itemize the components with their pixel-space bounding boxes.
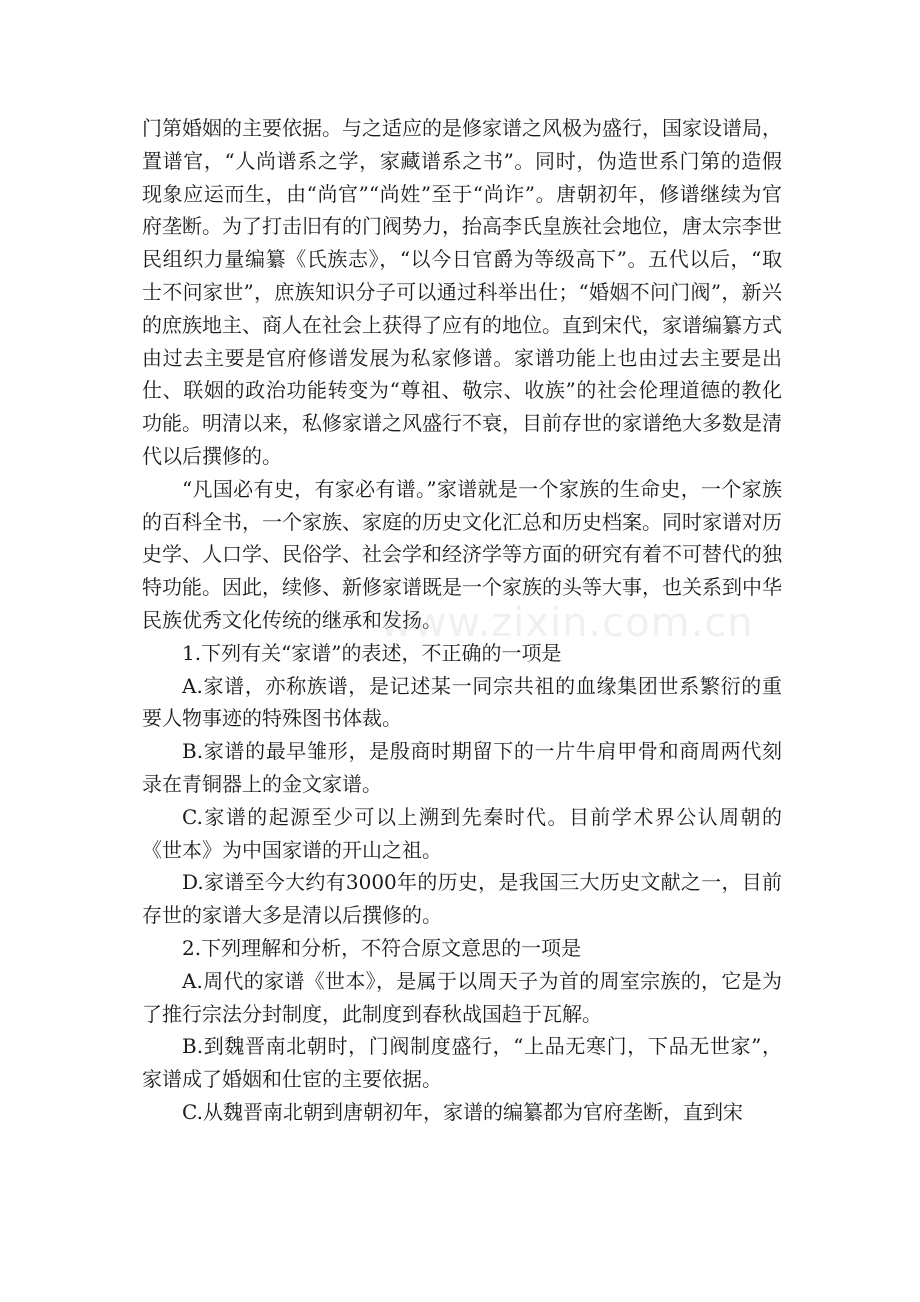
- body-text: [142, 112, 782, 1129]
- question-1-stem: 1.下列有关“家谱”的表述，不正确的一项是: [182, 640, 562, 665]
- question-2-option-c: C.从魏晋南北朝到唐朝初年，家谱的编纂都为官府垄断，直到宋: [182, 1099, 743, 1124]
- paragraph-1: 门第婚姻的主要依据。与之适应的是修家谱之风极为盛行，国家设谱局，置谱官，“人尚谱系之学，家藏谱系之书”。同时，伪造世系门第的造假现象应运而生，由“尚官”“尚姓”至于“尚诈”。唐朝初年，修谱继续为官府垄断。为了打击旧有的门阀势力，抬高李氏皇族社会地位，唐太宗李世民组织力量编纂《氏族志》，“以今日官爵为等级高下”。五代以后，“取士不问家世”，庶族知识分子可以通过科举出仕；“婚姻不问门阀”，新兴的庶族地主、商人在社会上获得了应有的地位。直到宋代，家谱编纂方式由过去主要是官府修谱发展为私家修谱。家谱功能上也由过去主要是出仕、联姻的政治功能转变为“尊祖、敬宗、收族”的社会伦理道德的教化功能。明清以来，私修家谱之风盛行不衰，目前存世的家谱绝大多数是清代以后撰修的。: [142, 116, 782, 468]
- question-1-option-c: C.家谱的起源至少可以上溯到先秦时代。目前学术界公认周朝的《世本》为中国家谱的开山之祖。: [142, 804, 782, 862]
- question-1-option-a: A.家谱，亦称族谱，是记述某一同宗共祖的血缘集团世系繁衍的重要人物事迹的特殊图书体裁。: [142, 673, 782, 731]
- question-2-stem: 2.下列理解和分析，不符合原文意思的一项是: [182, 935, 582, 960]
- watermark: www.zixin.com.cn: [380, 600, 754, 646]
- paragraph-2: “凡国必有史，有家必有谱。”家谱就是一个家族的生命史，一个家族的百科全书，一个家族、家庭的历史文化汇总和历史档案。同时家谱对历史学、人口学、民俗学、社会学和经济学等方面的研究有着不可替代的独特功能。因此，续修、新修家谱既是一个家族的头等大事，也关系到中华民族优秀文化传统的继承和发扬。: [142, 476, 782, 632]
- question-1-option-b: B.家谱的最早雏形，是殷商时期留下的一片牛肩甲骨和商周两代刻录在青铜器上的金文家谱。: [142, 739, 782, 796]
- question-2-option-a: A.周代的家谱《世本》，是属于以周天子为首的周室宗族的，它是为了推行宗法分封制度，此制度到春秋战国趋于瓦解。: [142, 968, 782, 1026]
- question-2-option-b: B.到魏晋南北朝时，门阀制度盛行，“上品无寒门，下品无世家”，家谱成了婚姻和仕宦的主要依据。: [142, 1034, 782, 1092]
- question-1-option-d: D.家谱至今大约有3000年的历史，是我国三大历史文献之一，目前存世的家谱大多是清以后撰修的。: [142, 870, 782, 928]
